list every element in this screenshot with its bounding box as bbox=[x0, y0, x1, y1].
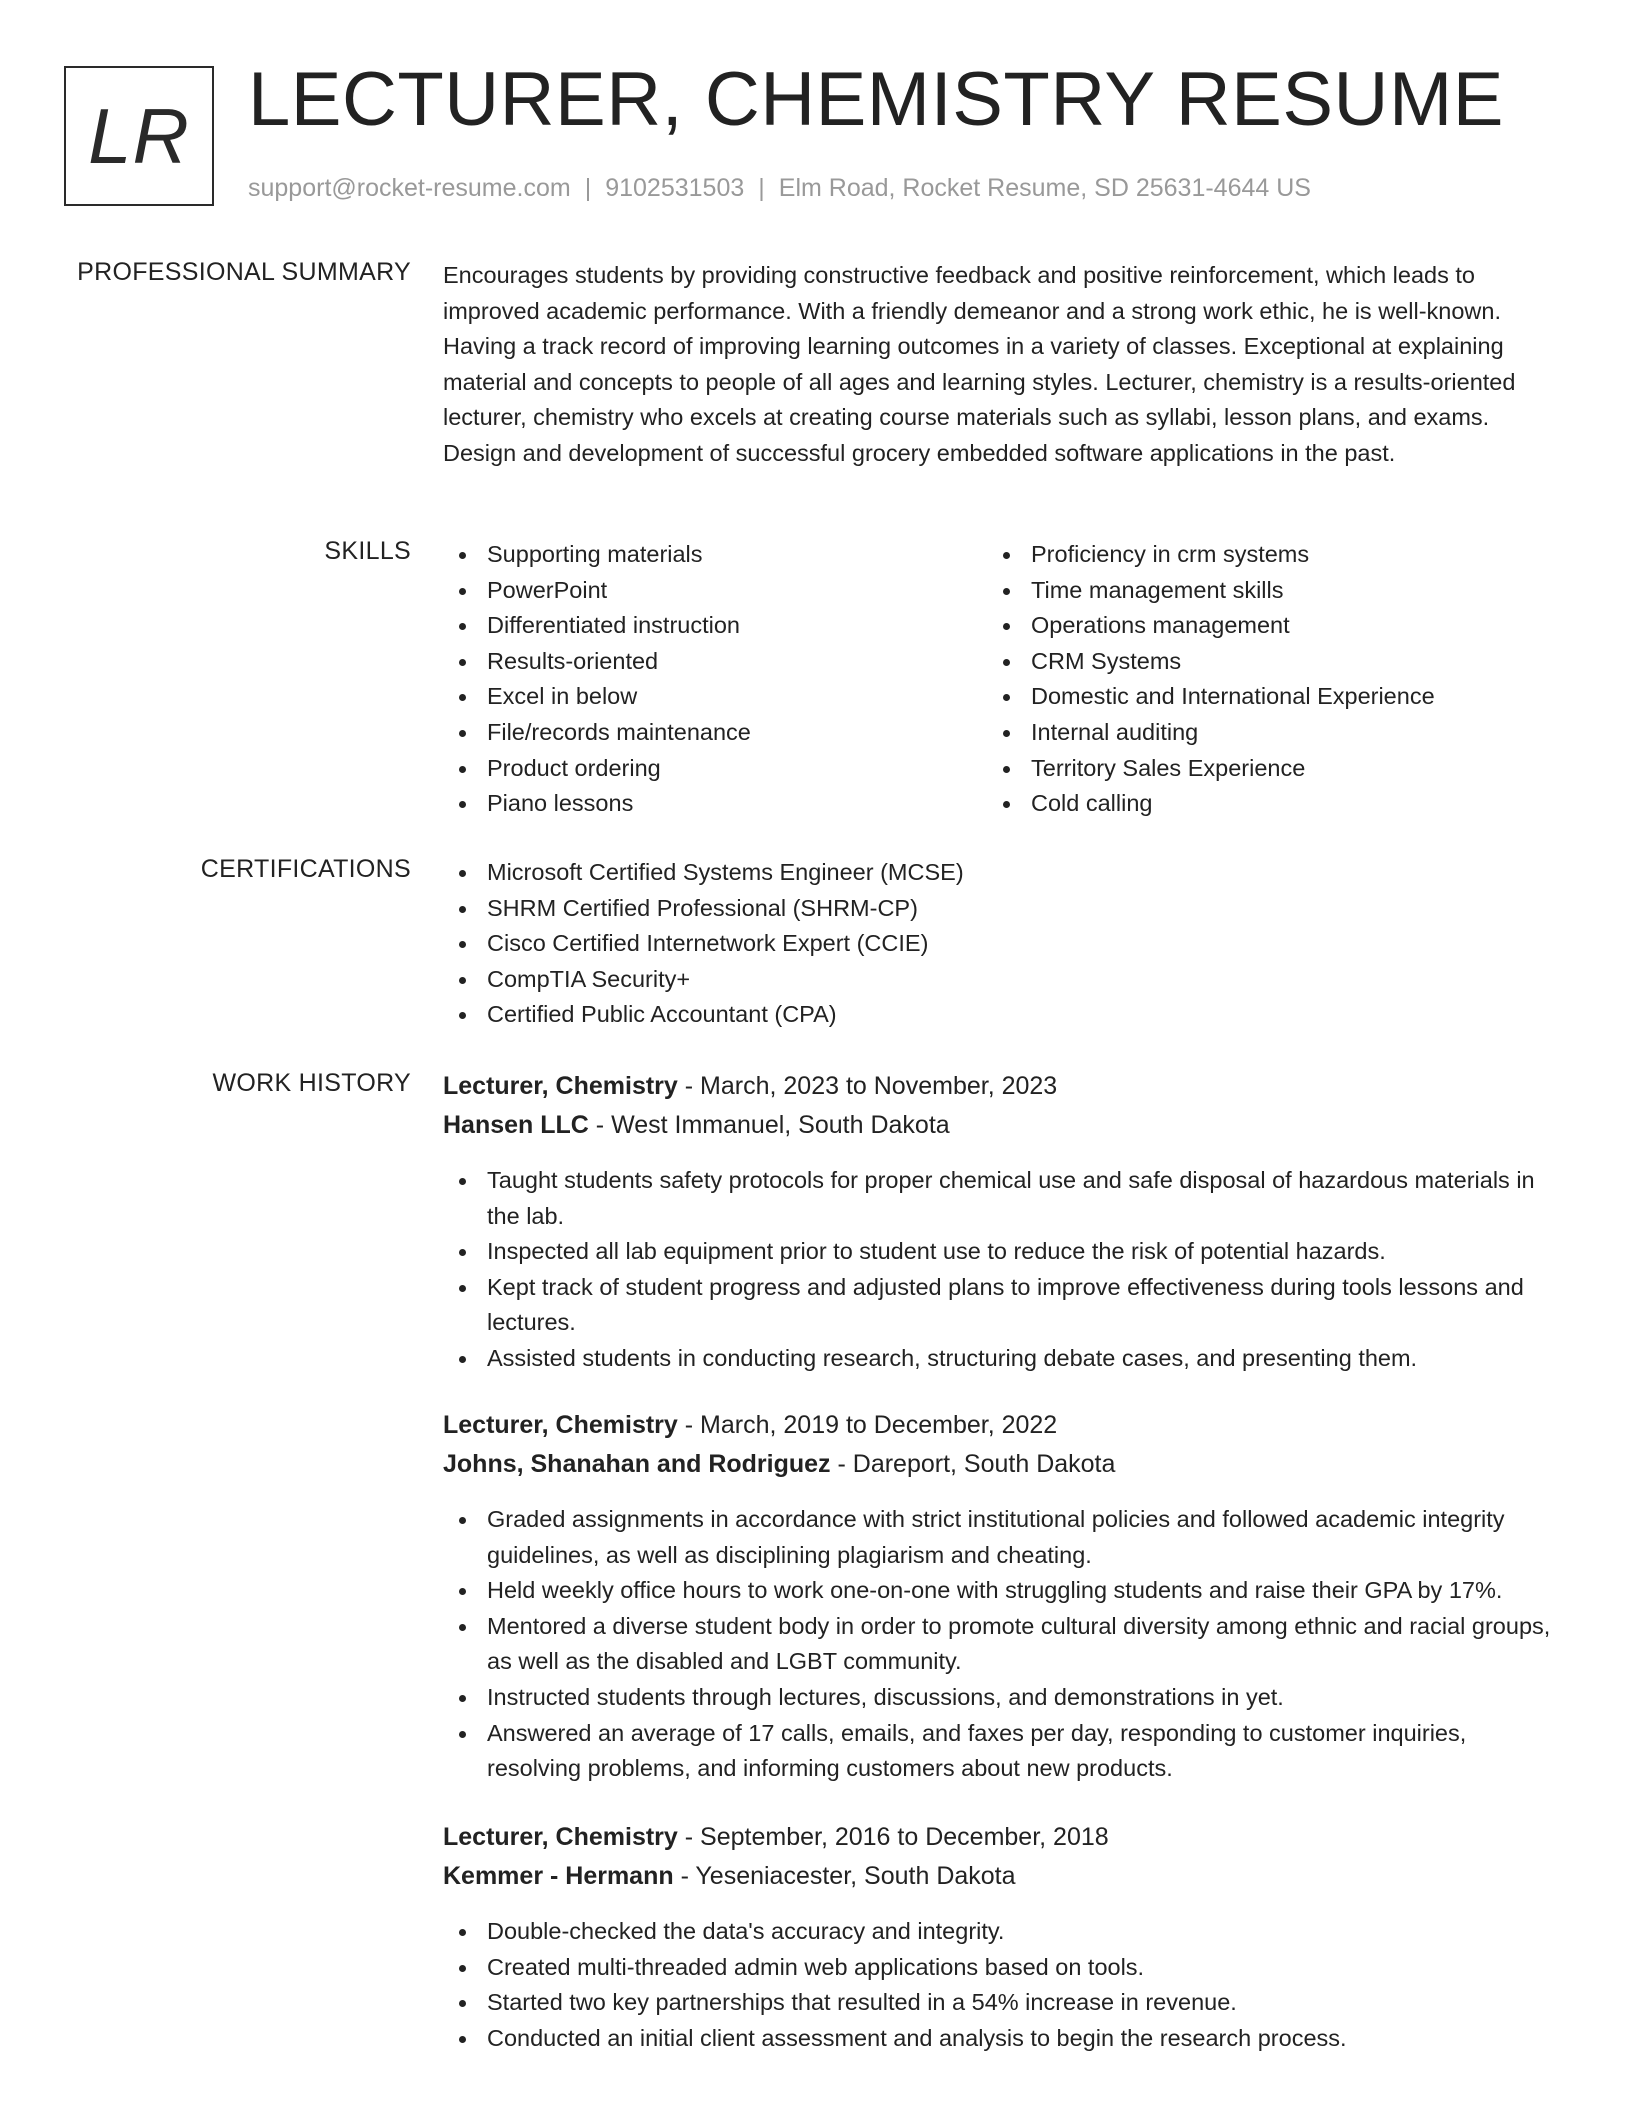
skill-item: Differentiated instruction bbox=[443, 608, 987, 644]
certifications-list bbox=[443, 855, 1561, 1033]
job-bullet: Answered an average of 17 calls, emails, and faxes per day, responding to customer inquiries, resolving problems, and informing customers about new products. bbox=[443, 1716, 1561, 1787]
job-bullet: Kept track of student progress and adjusted plans to improve effectiveness during tools lessons and lectures. bbox=[443, 1270, 1561, 1341]
job-bullet: Instructed students through lectures, discussions, and demonstrations in yet. bbox=[443, 1680, 1561, 1716]
skill-item: Time management skills bbox=[987, 573, 1531, 609]
job-company-line bbox=[443, 1445, 1561, 1484]
contact-phone[interactable]: 9102531503 bbox=[605, 174, 745, 202]
job-company-line bbox=[443, 1857, 1561, 1896]
job-dates: - March, 2019 to December, 2022 bbox=[677, 1411, 1058, 1439]
section-label-skills: SKILLS bbox=[324, 537, 411, 565]
skills-list bbox=[443, 537, 1561, 822]
job-bullet: Mentored a diverse student body in order to promote cultural diversity among ethnic and racial groups, as well as the disabled and LGBT community. bbox=[443, 1609, 1561, 1680]
job-entry bbox=[443, 1067, 1561, 1377]
job-bullet: Inspected all lab equipment prior to student use to reduce the risk of potential hazards. bbox=[443, 1234, 1561, 1270]
skill-item: Internal auditing bbox=[987, 715, 1531, 751]
summary-text: Encourages students by providing constructive feedback and positive reinforcement, which leads to improved academic performance. With a friendly demeanor and a strong work ethic, he is well-known. Having a track record of improving learning outcomes in a variety of classes. Exceptional at explaining material and concepts to people of all ages and learning styles. Lecturer, chemistry is a results-oriented lecturer, chemistry who excels at creating course materials such as syllabi, lesson plans, and exams. Design and development of successful grocery embedded software applications in the past. bbox=[443, 262, 1516, 466]
job-bullet: Started two key partnerships that resulted in a 54% increase in revenue. bbox=[443, 1985, 1561, 2021]
job-dates: - March, 2023 to November, 2023 bbox=[677, 1072, 1058, 1100]
certification-item: SHRM Certified Professional (SHRM-CP) bbox=[443, 891, 1561, 927]
resume-title: LECTURER, CHEMISTRY RESUME bbox=[248, 57, 1504, 142]
skill-item: Product ordering bbox=[443, 751, 987, 787]
job-bullet: Conducted an initial client assessment and analysis to begin the research process. bbox=[443, 2021, 1561, 2057]
job-bullet: Graded assignments in accordance with strict institutional policies and followed academic integrity guidelines, as well as disciplining plagiarism and cheating. bbox=[443, 1502, 1561, 1573]
job-entry bbox=[443, 1818, 1561, 2056]
skills-column-left bbox=[443, 537, 987, 822]
job-company: Johns, Shanahan and Rodriguez bbox=[443, 1450, 831, 1478]
skill-item: Piano lessons bbox=[443, 786, 987, 822]
job-company: Kemmer - Hermann bbox=[443, 1862, 674, 1890]
contact-address: Elm Road, Rocket Resume, SD 25631-4644 US bbox=[778, 174, 1311, 202]
contact-separator: | bbox=[758, 174, 765, 202]
skill-item: PowerPoint bbox=[443, 573, 987, 609]
certification-item: CompTIA Security+ bbox=[443, 962, 1561, 998]
contact-separator: | bbox=[584, 174, 592, 202]
skill-item: Proficiency in crm systems bbox=[987, 537, 1531, 573]
contact-email[interactable]: support@rocket-resume.com bbox=[248, 174, 571, 202]
skill-item: Supporting materials bbox=[443, 537, 987, 573]
job-role: Lecturer, Chemistry bbox=[443, 1823, 678, 1851]
job-bullet: Taught students safety protocols for proper chemical use and safe disposal of hazardous materials in the lab. bbox=[443, 1163, 1561, 1234]
job-entry bbox=[443, 1406, 1561, 1787]
job-bullet: Assisted students in conducting research, structuring debate cases, and presenting them. bbox=[443, 1341, 1561, 1377]
job-title-line bbox=[443, 1067, 1561, 1106]
skills-column-right bbox=[987, 537, 1531, 822]
job-dates: - September, 2016 to December, 2018 bbox=[677, 1823, 1109, 1851]
skill-item: Cold calling bbox=[987, 786, 1531, 822]
contact-line bbox=[248, 174, 1311, 203]
certification-item: Microsoft Certified Systems Engineer (MCSE) bbox=[443, 855, 1561, 891]
job-bullet: Double-checked the data's accuracy and integrity. bbox=[443, 1914, 1561, 1950]
skill-item: File/records maintenance bbox=[443, 715, 987, 751]
certification-item: Certified Public Accountant (CPA) bbox=[443, 997, 1561, 1033]
job-title-line bbox=[443, 1406, 1561, 1445]
job-title-line bbox=[443, 1818, 1561, 1857]
section-label-summary: PROFESSIONAL SUMMARY bbox=[77, 258, 411, 286]
job-location: - West Immanuel, South Dakota bbox=[588, 1111, 950, 1139]
skill-item: Domestic and International Experience bbox=[987, 679, 1531, 715]
job-company: Hansen LLC bbox=[443, 1111, 589, 1139]
section-label-work-history: WORK HISTORY bbox=[212, 1069, 411, 1097]
job-bullet: Held weekly office hours to work one-on-one with struggling students and raise their GPA by 17%. bbox=[443, 1573, 1561, 1609]
skill-item: Excel in below bbox=[443, 679, 987, 715]
skill-item: CRM Systems bbox=[987, 644, 1531, 680]
job-location: - Yeseniacester, South Dakota bbox=[673, 1862, 1016, 1890]
skill-item: Territory Sales Experience bbox=[987, 751, 1531, 787]
job-bullet: Created multi-threaded admin web applications based on tools. bbox=[443, 1950, 1561, 1986]
skill-item: Operations management bbox=[987, 608, 1531, 644]
job-company-line bbox=[443, 1106, 1561, 1145]
section-label-certifications: CERTIFICATIONS bbox=[200, 855, 411, 883]
skill-item: Results-oriented bbox=[443, 644, 987, 680]
job-location: - Dareport, South Dakota bbox=[830, 1450, 1116, 1478]
job-role: Lecturer, Chemistry bbox=[443, 1411, 678, 1439]
job-role: Lecturer, Chemistry bbox=[443, 1072, 678, 1100]
certification-item: Cisco Certified Internetwork Expert (CCIE) bbox=[443, 926, 1561, 962]
monogram-logo: LR bbox=[64, 66, 214, 206]
